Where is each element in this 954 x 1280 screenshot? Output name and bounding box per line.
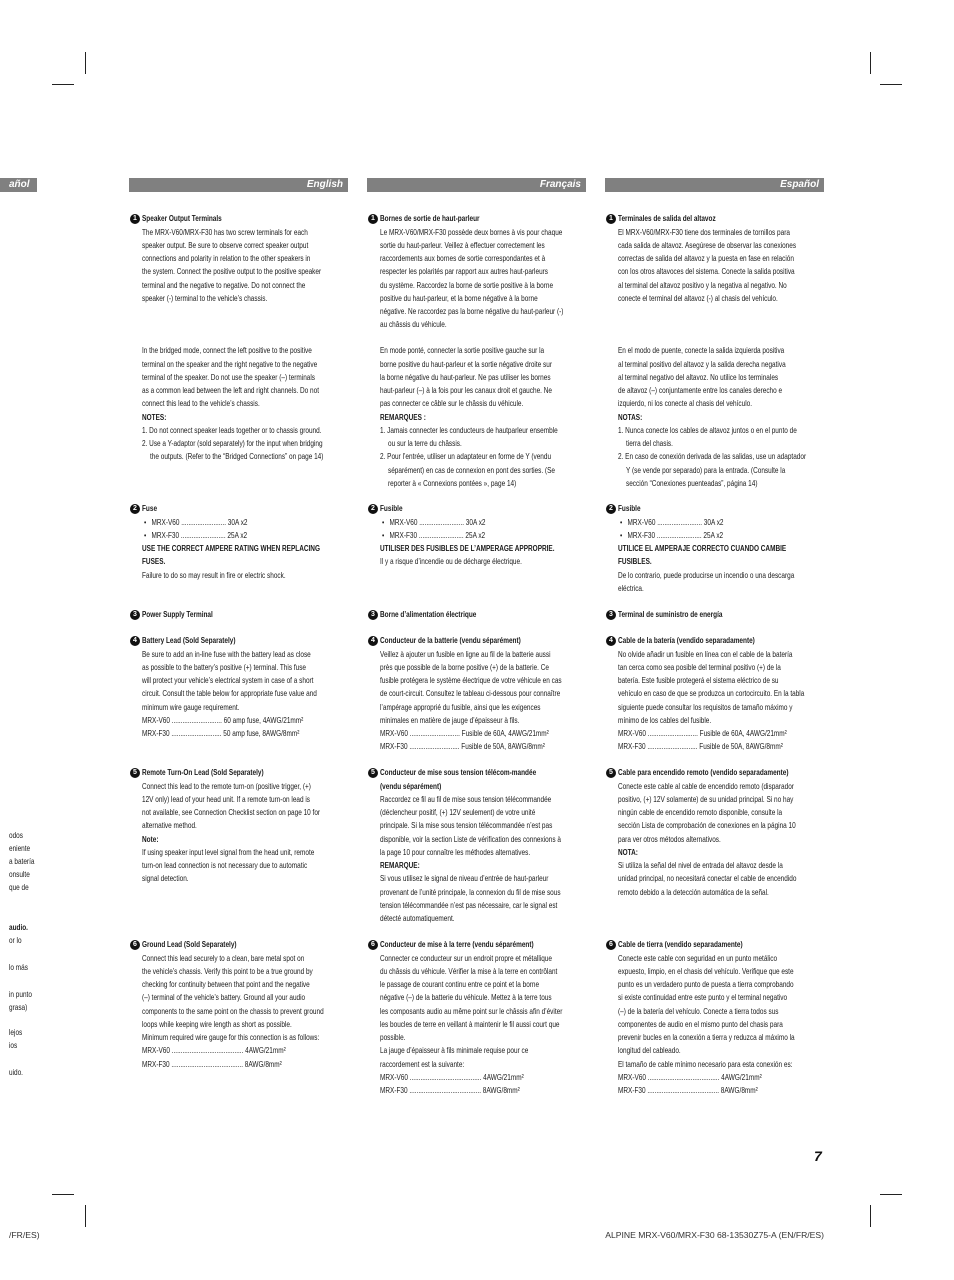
language-header-label: Français	[539, 179, 581, 190]
text-line: MRX-F30 ............................ Fusible de 50A, 8AWG/8mm²	[618, 741, 783, 752]
section-3	[605, 608, 824, 621]
text-line: (déclencheur positif, (+) 12V seulement) de votre unité	[380, 807, 536, 818]
left-fragment-line: in punto	[9, 989, 32, 1000]
note-heading: UTILISER DES FUSIBLES DE L’AMPERAGE APPROPRIE.	[380, 543, 555, 554]
text-line: MRX-F30 ........................................ 8AWG/8mm²	[618, 1085, 758, 1096]
section-1	[367, 212, 586, 331]
bullet-item: • MRX-V60 ......................... 30A x2	[620, 516, 773, 529]
section-6	[367, 938, 586, 1097]
section-heading	[367, 502, 586, 515]
text-line: circuit. Consult the table below for appropriate fuse value and	[142, 688, 317, 699]
section-1	[129, 212, 348, 305]
note-heading: REMARQUES :	[380, 411, 426, 422]
text-line: terminal on the speaker and the right negative to the negative	[142, 358, 318, 369]
text-line: In the bridged mode, connect the left positive to the positive	[142, 345, 312, 356]
section-heading	[129, 502, 348, 515]
section-heading	[605, 634, 824, 647]
text-line: con los otros altavoces del sistema. Conecte la salida positiva	[618, 266, 795, 277]
section-5	[129, 766, 348, 885]
text-line: componentes de audio en el mismo punto del chasis para	[618, 1018, 783, 1029]
text-line: (–) de la batería del vehículo. Conecte a tierra todos sus	[618, 1005, 779, 1016]
section-heading	[367, 608, 586, 621]
text-line: connections and polarity in relation to the other speakers in	[142, 253, 311, 264]
note-item: 1. Jamais connecter les conducteurs de hautparleur ensemble	[380, 424, 558, 435]
text-line: Connect this lead to the remote turn-on (positive trigger, (+)	[142, 780, 311, 791]
text-line: sección Lista de comprobación de conexiones en la página 10	[618, 820, 796, 831]
text-line: as a common lead between the left and right channels. Do not	[142, 385, 319, 396]
crop-mark	[880, 84, 902, 85]
column-french	[367, 0, 586, 1280]
note-item: 2. Use a Y-adaptor (sold separately) for the input when bridging	[142, 438, 323, 449]
text-line: Be sure to add an in-line fuse with the battery lead as close	[142, 648, 311, 659]
text-line: pas connecter ce câble sur le châssis du véhicule.	[380, 398, 524, 409]
column-spanish	[605, 0, 824, 1280]
text-line: correctas de salida del altavoz y la puesta en fase en relación	[618, 253, 794, 264]
crop-mark	[85, 52, 86, 74]
text-line: loops while keeping wire length as short as possible.	[142, 1018, 292, 1029]
step-number-badge: 5	[368, 768, 378, 778]
text-line: Si utiliza la señal del nivel de entrada del altavoz desde la	[618, 860, 783, 871]
step-number-badge: 2	[130, 504, 140, 514]
text-line: connect this lead to the vehicle’s chassis.	[142, 398, 260, 409]
text-line: MRX-V60 ........................................ 4AWG/21mm²	[142, 1045, 286, 1056]
bullet-item: • MRX-F30 ......................... 25A x2	[620, 529, 773, 542]
left-fragment-line: or lo	[9, 935, 22, 946]
note-heading: REMARQUE:	[380, 860, 420, 871]
text-line: Il y a risque d’incendie ou de décharge électrique.	[380, 556, 522, 567]
text-line: Conecte este cable con seguridad en un punto metálico	[618, 952, 778, 963]
section-heading	[605, 938, 824, 951]
text-line: au châssis du véhicule.	[380, 319, 447, 330]
step-number-badge: 4	[368, 636, 378, 646]
text-line: will protect your vehicle’s electrical system in case of a short	[142, 675, 314, 686]
section-4	[367, 634, 586, 753]
note-item-continued: the outputs. (Refer to the “Bridged Connections” on page 14)	[150, 451, 324, 462]
text-line: speaker (-) terminal to the vehicle’s chassis.	[142, 292, 268, 303]
text-line: El tamaño de cable mínimo necesario para esta conexión es:	[618, 1058, 793, 1069]
text-line: terminal and the negative to negative. Do not connect the	[142, 279, 306, 290]
text-line: la borne négative du haut-parleur. Ne pas utiliser les bornes	[380, 371, 551, 382]
text-line: raccordement est la suivante:	[380, 1058, 465, 1069]
text-line: components to the same point on the chassis to prevent ground	[142, 1005, 324, 1016]
text-line: If using speaker input level signal from the head unit, remote	[142, 846, 315, 857]
section-heading	[367, 766, 586, 779]
section-title: Fusible	[380, 503, 403, 514]
text-line: De lo contrario, puede producirse un incendio o una descarga	[618, 569, 795, 580]
text-line: si existe continuidad entre este punto y el terminal negativo	[618, 992, 788, 1003]
text-line: El MRX-V60/MRX-F30 tiene dos terminales de tornillos para	[618, 226, 790, 237]
note-item-continued: tierra del chasis.	[626, 438, 673, 449]
crop-mark	[870, 1205, 871, 1227]
section-heading	[367, 938, 586, 951]
section-1	[605, 212, 824, 305]
text-line: disponible, voir la section Liste de vérification des connexions à	[380, 833, 561, 844]
left-fragment-line: que de	[9, 882, 29, 893]
text-line: MRX-V60 ........................................ 4AWG/21mm²	[380, 1071, 524, 1082]
footer-model-code: ALPINE MRX-V60/MRX-F30 68-13530Z75-A (EN/FR/ES)	[605, 1230, 824, 1240]
text-line: minimales en matière de jauge d’épaisseur à fils.	[380, 714, 520, 725]
crop-mark	[880, 1194, 902, 1195]
text-line: MRX-F30 ............................ 50 amp fuse, 8AWG/8mm²	[142, 728, 300, 739]
text-line: sortie du haut-parleur. Veillez à effectuer correctement les	[380, 239, 545, 250]
text-line: détecté automatiquement.	[380, 913, 455, 924]
crop-mark	[85, 1205, 86, 1227]
text-line: MRX-F30 ........................................ 8AWG/8mm²	[142, 1058, 282, 1069]
section-title: Bornes de sortie de haut-parleur	[380, 213, 480, 224]
text-line: Veillez à ajouter un fusible en ligne au fil de la batterie aussi	[380, 648, 551, 659]
text-line: Failure to do so may result in fire or electric shock.	[142, 569, 286, 580]
section-heading	[367, 634, 586, 647]
section-title: Terminales de salida del altavoz	[618, 213, 716, 224]
section-title: Battery Lead (Sold Separately)	[142, 635, 236, 646]
text-line: eléctrica.	[618, 582, 644, 593]
bullet-item: • MRX-F30 ......................... 25A x2	[144, 529, 297, 542]
text-line: MRX-V60 ............................ 60 amp fuse, 4AWG/21mm²	[142, 714, 304, 725]
text-line: The MRX-V60/MRX-F30 has two screw terminals for each	[142, 226, 308, 237]
text-line: Minimum required wire gauge for this connection is as follows:	[142, 1032, 320, 1043]
note-heading: FUSIBLES.	[618, 556, 652, 567]
section-heading	[605, 502, 824, 515]
note-item: 1. Nunca conecte los cables de altavoz juntos o en el punto de	[618, 424, 797, 435]
text-line: unidad principal, no necesitará conectar el cable de encendido	[618, 873, 797, 884]
text-line: vehículo en caso de que se produzca un cortocircuito. En la tabla	[618, 688, 805, 699]
note-item-continued: Y (se vende por separado) para la entrada. (Consulte la	[626, 464, 786, 475]
text-line: remoto debido a la detección automática de la señal.	[618, 886, 769, 897]
text-line: longitud del cableado.	[618, 1045, 681, 1056]
crop-mark	[870, 52, 871, 74]
text-line: the vehicle’s chassis. Verify this point to be a true ground by	[142, 965, 313, 976]
step-number-badge: 4	[130, 636, 140, 646]
section-title: Cable de la batería (vendido separadamente)	[618, 635, 755, 646]
text-line: siguiente puede consultar los requisitos de tamaño máximo y	[618, 701, 793, 712]
left-fragment-line: a batería	[9, 856, 35, 867]
left-fragment-header	[0, 178, 37, 192]
text-line: Si vous utilisez le signal de niveau d’entrée de haut-parleur	[380, 873, 549, 884]
left-fragment-line: audio.	[9, 922, 28, 933]
step-number-badge: 2	[606, 504, 616, 514]
left-fragment-line: grasa)	[9, 1002, 28, 1013]
section-2	[605, 502, 824, 595]
section-paragraph	[605, 344, 824, 490]
text-line: Connecter ce conducteur sur un endroit propre et métallique	[380, 952, 552, 963]
text-line: signal detection.	[142, 873, 189, 884]
section-heading	[129, 938, 348, 951]
text-line: (–) terminal of the vehicle’s battery. Ground all your audio	[142, 992, 306, 1003]
text-line: borne positive du haut-parleur et la sortie négative droite sur	[380, 358, 552, 369]
text-line: as possible to the battery’s positive (+) terminal. This fuse	[142, 661, 307, 672]
step-number-badge: 5	[130, 768, 140, 778]
section-title-continued: (vendu séparément)	[380, 780, 442, 791]
section-6	[605, 938, 824, 1097]
section-paragraph	[129, 344, 348, 463]
step-number-badge: 3	[606, 610, 616, 620]
page-number: 7	[814, 1148, 822, 1164]
section-4	[129, 634, 348, 740]
text-line: respecter les polarités par rapport aux autres haut-parleurs	[380, 266, 549, 277]
text-line: près que possible de la borne positive (+) de la batterie. Ce	[380, 661, 549, 672]
note-heading: USE THE CORRECT AMPERE RATING WHEN REPLACING	[142, 543, 320, 554]
section-title: Ground Lead (Sold Separately)	[142, 939, 237, 950]
section-heading	[605, 212, 824, 225]
note-heading: NOTA:	[618, 846, 638, 857]
section-6	[129, 938, 348, 1071]
text-line: principale. Si la mise sous tension télécommandée n’est pas	[380, 820, 553, 831]
section-title: Fuse	[142, 503, 158, 514]
step-number-badge: 3	[130, 610, 140, 620]
section-4	[605, 634, 824, 753]
section-5	[367, 766, 586, 925]
text-line: les composants audio au même point sur le châssis afin d’éviter	[380, 1005, 563, 1016]
note-heading: NOTAS:	[618, 411, 643, 422]
bullet-item: • MRX-V60 ......................... 30A x2	[144, 516, 297, 529]
note-item-continued: reporter à « Connexions pontées », page 14)	[388, 477, 517, 488]
text-line: les boucles de terre en veillant à maintenir le fil aussi court que	[380, 1018, 560, 1029]
left-fragment-line: lo más	[9, 962, 28, 973]
text-line: La jauge d’épaisseur à fils minimale requise pour ce	[380, 1045, 529, 1056]
text-line: En el modo de puente, conecte la salida izquierda positiva	[618, 345, 785, 356]
note-item: 1. Do not connect speaker leads together or to chassis ground.	[142, 424, 322, 435]
note-item-continued: ou sur la terre du châssis.	[388, 438, 462, 449]
text-line: la page 10 pour connaître les méthodes alternatives.	[380, 846, 531, 857]
step-number-badge: 1	[368, 214, 378, 224]
text-line: cada salida de altavoz. Asegúrese de observar las conexiones	[618, 239, 797, 250]
section-title: Conducteur de mise à la terre (vendu séparément)	[380, 939, 534, 950]
text-line: al terminal del altavoz positivo y la negativa al negativo. No	[618, 279, 787, 290]
section-title: Conducteur de mise sous tension télécom-mandée	[380, 767, 537, 778]
text-line: MRX-V60 ........................................ 4AWG/21mm²	[618, 1071, 762, 1082]
text-line: fusible protégera le système électrique de votre véhicule en cas	[380, 675, 562, 686]
left-fragment-header-label: añol	[9, 179, 30, 190]
left-fragment-line: ios	[9, 1040, 18, 1051]
crop-mark	[52, 84, 74, 85]
language-header-label: Español	[780, 179, 819, 190]
text-line: mínimo de los cables del fusible.	[618, 714, 712, 725]
language-header-bar	[367, 178, 586, 192]
left-fragment-line: lejos	[9, 1027, 23, 1038]
text-line: No olvide añadir un fusible en línea con el cable de la batería	[618, 648, 793, 659]
text-line: négative (–) de la batterie du véhicule. Mettez à la terre tous	[380, 992, 552, 1003]
left-fragment-footer: /FR/ES)	[9, 1230, 40, 1240]
text-line: raccordements aux bornes de sortie correspondantes et à	[380, 253, 546, 264]
step-number-badge: 4	[606, 636, 616, 646]
text-line: al terminal positivo del altavoz y la salida derecha negativa	[618, 358, 786, 369]
section-title: Remote Turn-On Lead (Sold Separately)	[142, 767, 264, 778]
section-title: Cable de tierra (vendido separadamente)	[618, 939, 743, 950]
text-line: Connect this lead securely to a clean, bare metal spot on	[142, 952, 305, 963]
left-fragment-line: uido.	[9, 1067, 23, 1078]
step-number-badge: 1	[130, 214, 140, 224]
text-line: MRX-F30 ............................ Fusible de 50A, 8AWG/8mm²	[380, 741, 545, 752]
text-line: alternative method.	[142, 820, 197, 831]
crop-mark	[52, 1194, 74, 1195]
left-fragment-line: eniente	[9, 843, 31, 854]
text-line: izquierdo, ni los conecte al chasis del vehículo.	[618, 398, 753, 409]
text-line: tan cerca como sea posible del terminal positivo (+) de la	[618, 661, 781, 672]
text-line: provenant de l’unité principale, la connexion du fil de mise sous	[380, 886, 561, 897]
text-line: speaker output. Be sure to observe correct speaker output	[142, 239, 309, 250]
section-title: Speaker Output Terminals	[142, 213, 222, 224]
text-line: MRX-V60 ............................ Fusible de 60A, 4AWG/21mm²	[380, 728, 549, 739]
text-line: checking for continuity between that point and the negative	[142, 979, 310, 990]
section-5	[605, 766, 824, 899]
text-line: minimum wire gauge requirement.	[142, 701, 240, 712]
text-line: batería. Este fusible protegerá el sistema eléctrico de su	[618, 675, 779, 686]
column-english	[129, 0, 348, 1280]
note-heading: Note:	[142, 833, 159, 844]
bullet-item: • MRX-F30 ......................... 25A x2	[382, 529, 535, 542]
text-line: the system. Connect the positive output to the positive speaker	[142, 266, 322, 277]
note-item: 2. En caso de conexión derivada de las salidas, use un adaptador	[618, 451, 807, 462]
text-line: le passage de courant continu entre ce point et la borne	[380, 979, 540, 990]
bullet-item: • MRX-V60 ......................... 30A x2	[382, 516, 535, 529]
text-line: du système. Raccordez la borne de sortie positive à la borne	[380, 279, 554, 290]
section-2	[367, 502, 586, 568]
language-header-label: English	[306, 179, 343, 190]
section-heading	[129, 766, 348, 779]
section-title: Conducteur de la batterie (vendu séparément)	[380, 635, 521, 646]
text-line: négative. Ne raccordez pas la borne négative du haut-parleur (-)	[380, 306, 564, 317]
section-3	[129, 608, 348, 621]
step-number-badge: 6	[606, 940, 616, 950]
section-title: Cable para encendido remoto (vendido separadamente)	[618, 767, 789, 778]
text-line: Le MRX-V60/MRX-F30 possède deux bornes à vis pour chaque	[380, 226, 563, 237]
note-item-continued: séparément) en cas de connexion en pont des sorties. (Se	[388, 464, 555, 475]
section-heading	[129, 634, 348, 647]
text-line: prevenir bucles en la conexión a tierra y reduzca al máximo la	[618, 1032, 795, 1043]
text-line: tension télécommandée n’est pas nécessaire, car le signal est	[380, 899, 558, 910]
section-heading	[605, 766, 824, 779]
text-line: positive du haut-parleur, et la borne négative à la borne	[380, 292, 538, 303]
left-fragment-line: odos	[9, 830, 23, 841]
note-item-continued: sección “Conexiones puenteadas”, página 14)	[626, 477, 758, 488]
text-line: Conecte este cable al cable de encendido remoto (disparador	[618, 780, 794, 791]
section-title: Fusible	[618, 503, 641, 514]
section-heading	[129, 212, 348, 225]
text-line: du châssis du véhicule. Vérifier la mise à la terre en contrôlant	[380, 965, 558, 976]
note-item: 2. Pour l’entrée, utiliser un adaptateur en forme de Y (vendu	[380, 451, 552, 462]
text-line: not available, see Connection Checklist section on page 10 for	[142, 807, 321, 818]
step-number-badge: 2	[368, 504, 378, 514]
text-line: MRX-F30 ........................................ 8AWG/8mm²	[380, 1085, 520, 1096]
left-fragment-line: onsulte	[9, 869, 30, 880]
text-line: MRX-V60 ............................ Fusible de 60A, 4AWG/21mm²	[618, 728, 787, 739]
text-line: possible.	[380, 1032, 406, 1043]
section-heading	[129, 608, 348, 621]
text-line: terminal of the speaker. Do not use the speaker (–) terminals	[142, 371, 316, 382]
step-number-badge: 6	[130, 940, 140, 950]
section-title: Borne d’alimentation électrique	[380, 609, 477, 620]
section-title: Terminal de suministro de energía	[618, 609, 723, 620]
text-line: En mode ponté, connecter la sortie positive gauche sur la	[380, 345, 545, 356]
section-paragraph	[367, 344, 586, 490]
section-title: Power Supply Terminal	[142, 609, 213, 620]
note-heading: UTILICE EL AMPERAJE CORRECTO CUANDO CAMBIE	[618, 543, 787, 554]
text-line: 12V only) lead of your head unit. If a remote turn-on lead is	[142, 793, 311, 804]
section-2	[129, 502, 348, 582]
text-line: turn-on lead connection is not necessary due to automatic	[142, 860, 308, 871]
step-number-badge: 1	[606, 214, 616, 224]
text-line: punto es un verdadero punto de puesta a tierra comprobando	[618, 979, 794, 990]
note-heading: NOTES:	[142, 411, 167, 422]
text-line: expuesto, limpio, en el chasis del vehículo. Verifique que este	[618, 965, 794, 976]
section-heading	[605, 608, 824, 621]
step-number-badge: 3	[368, 610, 378, 620]
language-header-bar	[605, 178, 824, 192]
text-line: l’ampérage approprié du fusible, ainsi que les exigences	[380, 701, 541, 712]
text-line: Raccordez ce fil au fil de mise sous tension télécommandée	[380, 793, 552, 804]
language-header-bar	[129, 178, 348, 192]
section-heading	[367, 212, 586, 225]
text-line: de court-circuit. Consultez le tableau ci-dessous pour connaître	[380, 688, 561, 699]
step-number-badge: 6	[368, 940, 378, 950]
text-line: haut-parleur (–) à la fois pour les canaux droit et gauche. Ne	[380, 385, 552, 396]
text-line: positivo, (+) 12V solamente) de su unidad principal. Si no hay	[618, 793, 794, 804]
text-line: al terminal negativo del altavoz. No utilice los terminales	[618, 371, 779, 382]
text-line: para ver otros métodos alternativos.	[618, 833, 721, 844]
text-line: ningún cable de encendido remoto disponible, consulte la	[618, 807, 783, 818]
step-number-badge: 5	[606, 768, 616, 778]
note-heading: FUSES.	[142, 556, 166, 567]
text-line: conecte el terminal del altavoz (-) al chasis del vehículo.	[618, 292, 778, 303]
section-3	[367, 608, 586, 621]
text-line: de altavoz (–) conjuntamente entre los canales derecho e	[618, 385, 783, 396]
